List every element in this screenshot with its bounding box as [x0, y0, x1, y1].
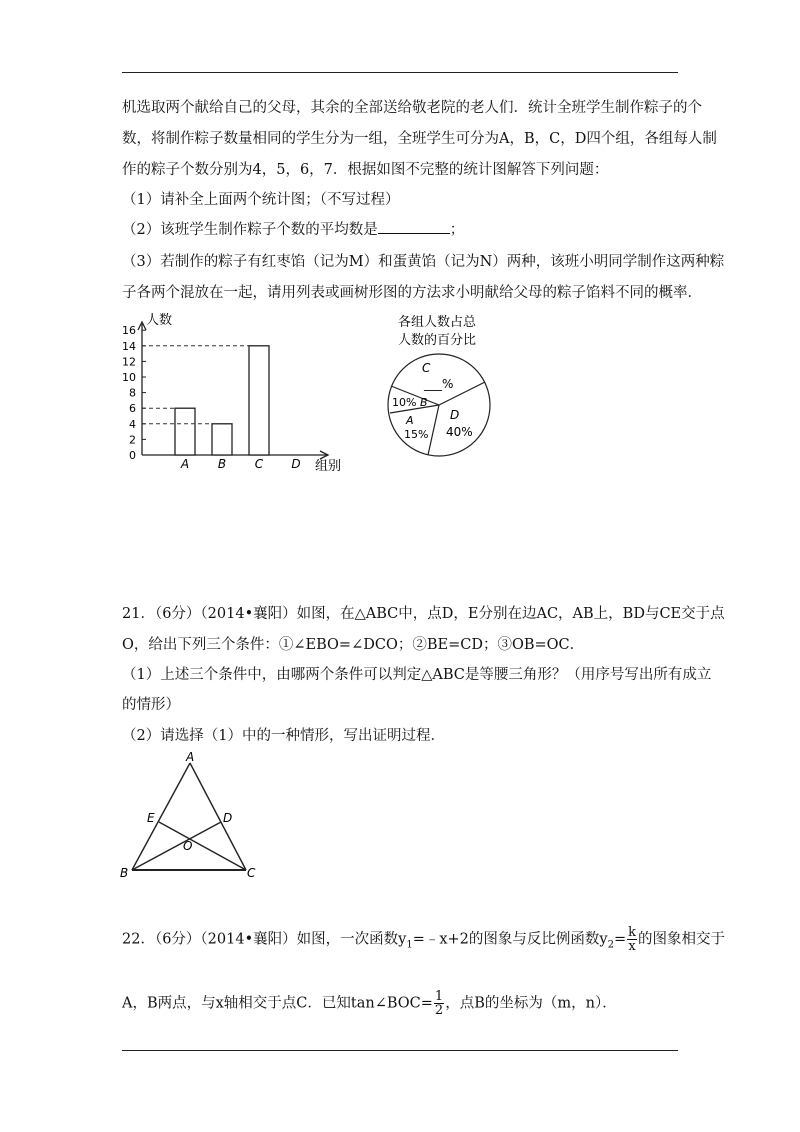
y-tick-label: 6: [129, 402, 136, 416]
pie-divider-a-d: [428, 405, 439, 455]
p22-sub2: 2: [607, 939, 614, 951]
frac2-den: 2: [434, 1003, 444, 1018]
x-axis-label: 组别: [315, 459, 342, 474]
x-tick-label: A: [180, 457, 190, 471]
vertex-a-label: A: [186, 750, 195, 764]
frac2-num: 1: [434, 989, 444, 1004]
pie-label-c: C: [422, 361, 431, 375]
answer-blank: [378, 219, 450, 234]
p20-line3: 作的粽子个数分别为4，5，6，7．根据如图不完整的统计图解答下列问题：: [122, 162, 609, 178]
top-rule: [122, 72, 678, 73]
p22-line1: [122, 926, 725, 958]
pie-value-c: ___%: [424, 377, 454, 391]
p20-q3-line1: （3）若制作的粽子有红枣馅（记为M）和蛋黄馅（记为N）两种，该班小明同学制作这两种粽: [122, 254, 725, 270]
pie-value-d: 40%: [446, 425, 473, 439]
p21-q1-line1: （1）上述三个条件中，由哪两个条件可以判定△ABC是等腰三角形？（用序号写出所有成立: [122, 667, 712, 683]
p21-line2: O，给出下列三个条件：①∠EBO=∠DCO；②BE=CD；③OB=OC．: [122, 637, 585, 653]
p20-line1: 机选取两个献给自己的父母，其余的全部送给敬老院的老人们．统计全班学生制作粽子的个: [122, 100, 702, 116]
p22-line2: [122, 990, 617, 1017]
bar-c: [249, 346, 269, 455]
p22-text-a: 22．（6分）（2014•襄阳）如图，一次函数y: [122, 931, 407, 948]
y-tick-label: 4: [129, 417, 136, 431]
pie-title-line2: 人数的百分比: [397, 333, 477, 348]
frac1-den: x: [628, 939, 636, 954]
p20-q2: [122, 219, 464, 240]
y-tick-label: 14: [122, 339, 136, 353]
p22-sub1: 1: [406, 939, 413, 951]
point-d-label: D: [223, 811, 233, 825]
p22-text-c: =: [613, 931, 627, 948]
pie-value-a: 15%: [404, 428, 429, 441]
p21-q1-line2: 的情形）: [122, 697, 180, 713]
bar-b: [212, 424, 232, 455]
p20-q2-suffix: ；: [449, 222, 465, 238]
y-tick-label: 12: [122, 355, 136, 369]
pie-label-d: D: [450, 408, 460, 422]
y-tick-label: 0: [129, 449, 136, 462]
p22-text-f: ，点B的坐标为（m，n）．: [445, 995, 617, 1012]
bottom-rule: [122, 1050, 678, 1051]
pie-label-a: A: [406, 414, 414, 427]
x-tick-label: B: [217, 457, 227, 471]
pie-value-b: 10%: [392, 396, 417, 409]
p21-line1: 21．（6分）（2014•襄阳）如图，在△ABC中，点D，E分别在边AC，AB上，BD与CE交于点: [122, 606, 725, 622]
p20-q3-line2: 子各两个混放在一起，请用列表或画树形图的方法求小明献给父母的粽子馅料不同的概率．: [122, 285, 702, 301]
p22-text-b: =﹣x+2的图象与反比例函数y: [412, 931, 608, 948]
point-e-label: E: [147, 811, 155, 825]
pie-label-b: B: [420, 396, 428, 409]
bar-a: [175, 408, 195, 455]
x-tick-label: C: [254, 457, 264, 471]
p22-text-e: A，B两点，与x轴相交于点C．已知tan∠BOC=: [122, 995, 433, 1012]
p20-q1: （1）请补全上面两个统计图；（不写过程）: [122, 192, 400, 208]
pie-title-line1: 各组人数占总: [397, 315, 477, 330]
y-tick-label: 10: [122, 371, 136, 384]
fraction-k-over-x: [627, 926, 637, 953]
y-axis-label: 人数: [146, 313, 173, 328]
y-tick-label: 16: [122, 324, 136, 338]
p20-line2: 数，将制作粽子数量相同的学生分为一组，全班学生可分为A，B，C，D四个组，各组每人制: [122, 131, 717, 147]
y-tick-label: 2: [129, 433, 136, 447]
triangle-figure: [112, 750, 272, 885]
bar-chart: [118, 310, 358, 480]
vertex-c-label: C: [247, 866, 256, 880]
pie-chart: [372, 310, 512, 460]
y-tick-label: 8: [129, 386, 136, 400]
p22-text-d: 的图象相交于: [638, 931, 726, 948]
fraction-one-half: [434, 990, 444, 1017]
x-tick-label: D: [291, 457, 301, 471]
p20-q2-prefix: （2）该班学生制作粽子个数的平均数是: [122, 222, 378, 238]
p21-q2: （2）请选择（1）中的一种情形，写出证明过程．: [122, 728, 445, 744]
point-o-label: O: [183, 839, 193, 853]
frac1-num: k: [628, 925, 637, 940]
vertex-b-label: B: [120, 866, 129, 880]
